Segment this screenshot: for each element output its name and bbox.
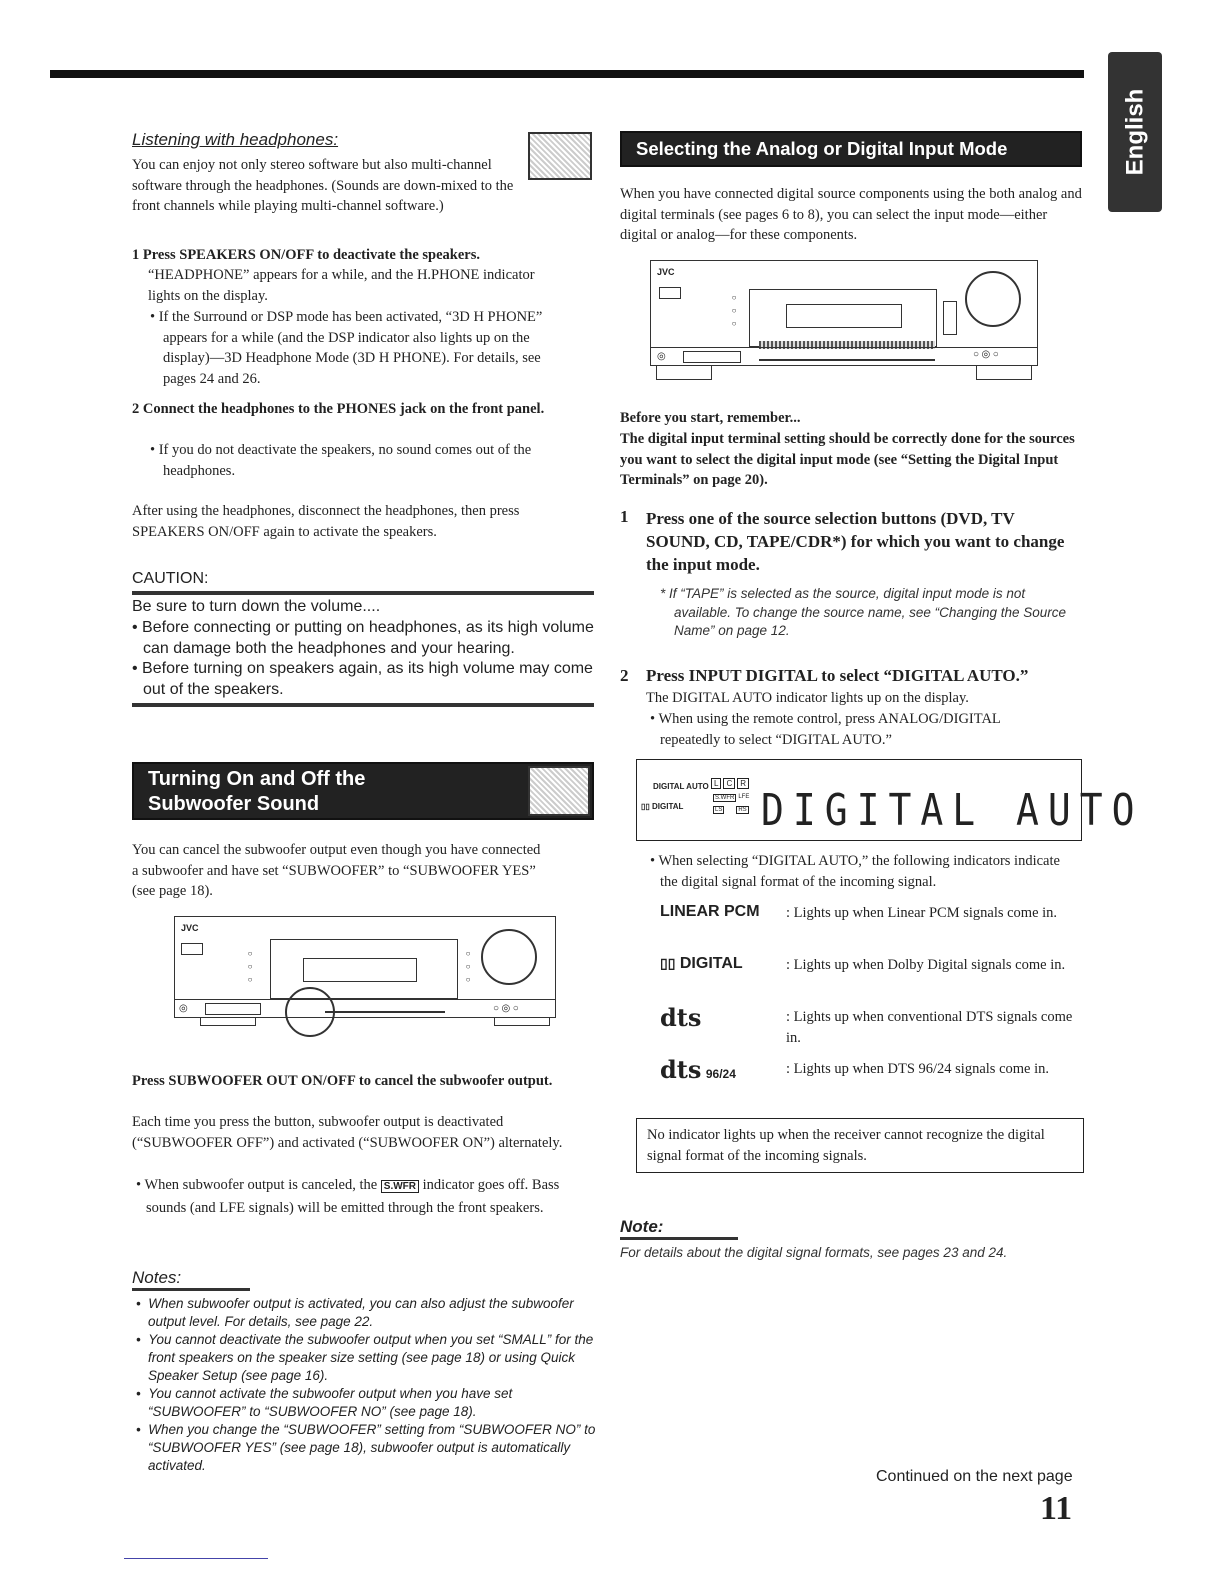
step2-text: The DIGITAL AUTO indicator lights up on the display.	[646, 690, 969, 706]
input-buttons-right	[683, 351, 741, 363]
remote-not-icon	[528, 132, 592, 180]
button-row	[325, 1011, 445, 1013]
input-mode-intro: When you have connected digital source components using the both analog and digital terminals (see pages 6 to 8), you can select the input mode—either digital or analog—for these components.	[620, 186, 1082, 243]
indicator-linear-pcm	[660, 903, 1086, 955]
language-tab-label: English	[1121, 88, 1149, 176]
dts-96-label: dts 96/24	[660, 1055, 736, 1084]
subwoofer-banner-line1: Turning On and Off the	[148, 768, 366, 790]
caution-bullet1: • Before connecting or putting on headphones, as its high volume can damage both the headphones and your hearing.	[132, 619, 594, 657]
input-mode-banner: Selecting the Analog or Digital Input Mode	[620, 131, 1082, 167]
subwoofer-banner-line2: Subwoofer Sound	[148, 793, 320, 815]
subwoofer-bullet-post: indicator goes off. Bass sounds (and LFE signals) will be emitted through the front speakers.	[146, 1177, 560, 1216]
language-tab	[1108, 52, 1162, 212]
input-buttons	[205, 1003, 261, 1015]
caution-title: CAUTION:	[132, 570, 209, 587]
receiver-illustration-right	[650, 260, 1038, 366]
subwoofer-press-text: Each time you press the button, subwoofer output is deactivated (“SUBWOOFER OFF”) and activated (“SUBWOOFER ON”) alternately.	[132, 1114, 563, 1151]
display-text: DIGITAL AUTO	[761, 784, 1144, 836]
indicators-intro: • When selecting “DIGITAL AUTO,” the following indicators indicate the digital signal format of the incoming signal.	[650, 853, 1060, 890]
ch-c: C	[723, 778, 735, 789]
note-underline	[620, 1237, 738, 1240]
display-panel	[636, 759, 1144, 841]
ch-l: L	[711, 778, 721, 789]
step2-number: 2	[620, 666, 629, 685]
swfr-row	[713, 794, 749, 802]
dts-96-logo: dts	[660, 1055, 702, 1084]
indicator-dots: ○ ○ ○	[247, 949, 253, 984]
digital-auto-indicator: DIGITAL AUTO	[653, 782, 709, 791]
headphones-step1-bullet: • If the Surround or DSP mode has been activated, “3D H PHONE” appears for a while (and the DSP indicator also lights up on the display)—3D Headphone Mode (3D H PHONE). For details, see pages 24 and 26.	[150, 309, 543, 387]
remote-not-icon-2	[528, 766, 590, 816]
ls-box: LS	[715, 807, 723, 813]
receiver-divider	[175, 999, 555, 1000]
caution-line1: Be sure to turn down the volume....	[132, 598, 381, 615]
swfr-box: S.WFR	[715, 795, 735, 801]
note-item: • When you change the “SUBWOOFER” setting from “SUBWOOFER NO” to “SUBWOOFER YES” (see page 18), subwoofer output is automatically activated.	[136, 1422, 596, 1473]
phones-jack-icon: ◎	[179, 1003, 188, 1014]
subwoofer-press-title: Press SUBWOOFER OUT ON/OFF to cancel the subwoofer output.	[132, 1073, 553, 1089]
display-screen-right	[786, 304, 902, 328]
receiver-brand: JVC	[181, 923, 199, 933]
top-rule	[50, 70, 1084, 78]
phones-jack-icon-right: ◎	[657, 351, 666, 362]
display-screen	[303, 958, 417, 982]
receiver-foot-left-r	[656, 366, 712, 380]
linear-pcm-label: LINEAR PCM	[660, 903, 760, 920]
headphones-step1-text: “HEADPHONE” appears for a while, and the H.PHONE indicator lights on the display.	[148, 267, 535, 304]
volume-knob-icon	[481, 929, 537, 985]
receiver-foot-left	[200, 1018, 256, 1026]
caution-top-rule	[132, 591, 594, 595]
headphones-intro: You can enjoy not only stereo software but also multi-channel software through the headphones. (Sounds are down-mixed to the front channels while playing multi-channel software.)	[132, 157, 514, 214]
headphones-step2-bullet: • If you do not deactivate the speakers, no sound comes out of the headphones.	[150, 442, 532, 479]
indicator-dots-right: ○ ○ ○	[465, 949, 471, 984]
step2-title: Press INPUT DIGITAL to select “DIGITAL AUTO.”	[646, 666, 1029, 685]
receiver-foot-right	[494, 1018, 550, 1026]
note-item: • You cannot activate the subwoofer output when you have set “SUBWOOFER” to “SUBWOOFER NO” (see page 18).	[136, 1386, 513, 1419]
subwoofer-banner	[132, 762, 594, 820]
dts-96-desc: : Lights up when DTS 96/24 signals come in.	[786, 1061, 1049, 1077]
indicator-dts	[660, 1003, 1086, 1059]
display-window-right	[749, 289, 937, 347]
footer-link-line	[124, 1558, 268, 1559]
ch-r: R	[737, 778, 749, 789]
side-panel	[943, 301, 957, 335]
dolby-digital-label: ▯▯ DIGITAL	[660, 955, 743, 972]
small-knob-icon: ○ ◎ ○	[493, 1003, 519, 1014]
headphones-step1-title: 1 Press SPEAKERS ON/OFF to deactivate the speakers.	[132, 247, 480, 263]
notes-underline	[132, 1288, 250, 1291]
lfe-label: LFE	[738, 794, 750, 800]
channel-indicators	[711, 778, 749, 789]
indicator-dts-96	[660, 1055, 1086, 1111]
subwoofer-intro: You can cancel the subwoofer output even though you have connected a subwoofer and have set “SUBWOOFER” to “SUBWOOFER YES” (see page 18).	[132, 842, 541, 899]
dolby-digital-desc: : Lights up when Dolby Digital signals come in.	[786, 957, 1066, 973]
step1-note: * If “TAPE” is selected as the source, digital input mode is not available. To change the source name, see “Changing the Source Name” on page 12.	[660, 586, 1067, 638]
no-indicator-box: No indicator lights up when the receiver cannot recognize the digital signal format of the incoming signals.	[636, 1118, 1084, 1173]
before-start-title: Before you start, remember...	[620, 410, 801, 426]
button-row-right	[759, 359, 935, 361]
dts-logo: dts	[660, 1003, 702, 1032]
caution-bullet2: • Before turning on speakers again, as its high volume may come out of the speakers.	[132, 660, 593, 698]
dolby-logo-icon: ▯▯	[660, 955, 676, 971]
receiver-brand-right: JVC	[657, 267, 675, 277]
step1-title: Press one of the source selection buttons (DVD, TV SOUND, CD, TAPE/CDR*) for which you want to change the input mode.	[646, 509, 1065, 574]
volume-knob-icon-right	[965, 271, 1021, 327]
before-start-text: The digital input terminal setting should be correctly done for the sources you want to select the digital input mode (see “Setting the Digital Input Terminals” on page 20).	[620, 431, 1075, 488]
headphones-heading: Listening with headphones:	[132, 130, 339, 149]
notes-list	[132, 1295, 602, 1475]
note-title: Note:	[620, 1217, 664, 1236]
headphones-step2-title: 2 Connect the headphones to the PHONES jack on the front panel.	[132, 401, 545, 417]
small-knob-icon-right: ○ ◎ ○	[973, 349, 999, 360]
subwoofer-bullet-pre: • When subwoofer output is canceled, the	[136, 1177, 378, 1193]
power-button-icon-right	[659, 287, 681, 299]
page-number: 11	[1040, 1490, 1073, 1527]
indicator-dolby-digital	[660, 955, 1086, 1007]
notes-title: Notes:	[132, 1268, 182, 1287]
note-item: • When subwoofer output is activated, you can also adjust the subwoofer output level. For details, see page 22.	[136, 1296, 574, 1329]
receiver-foot-right-r	[976, 366, 1032, 380]
step2-bullet: • When using the remote control, press ANALOG/DIGITAL repeatedly to select “DIGITAL AUTO.”	[650, 711, 1001, 748]
indicator-list	[660, 903, 1086, 1111]
receiver-divider-right	[651, 347, 1037, 348]
receiver-illustration	[174, 916, 556, 1018]
power-button-icon	[181, 943, 203, 955]
headphones-after-text: After using the headphones, disconnect the headphones, then press SPEAKERS ON/OFF again to activate the speakers.	[132, 503, 520, 540]
swfr-indicator: S.WFR	[381, 1180, 419, 1193]
indicator-dots-r: ○ ○ ○	[731, 293, 737, 328]
caution-bottom-rule	[132, 703, 594, 707]
subwoofer-bullet	[136, 1175, 592, 1218]
dolby-indicator: ▯▯ DIGITAL	[641, 802, 684, 811]
linear-pcm-desc: : Lights up when Linear PCM signals come in.	[786, 905, 1058, 921]
note-item: • You cannot deactivate the subwoofer output when you set “SMALL” for the front speakers on the speaker size setting (see page 18) or using Quick Speaker Setup (see page 16).	[136, 1332, 594, 1383]
surround-row	[713, 806, 749, 814]
rs-box: RS	[738, 807, 747, 813]
continued-text: Continued on the next page	[876, 1468, 1073, 1485]
step1-number: 1	[620, 507, 629, 526]
dts-desc: : Lights up when conventional DTS signals come in.	[786, 1009, 1073, 1046]
note-text: For details about the digital signal formats, see pages 23 and 24.	[620, 1245, 1008, 1260]
